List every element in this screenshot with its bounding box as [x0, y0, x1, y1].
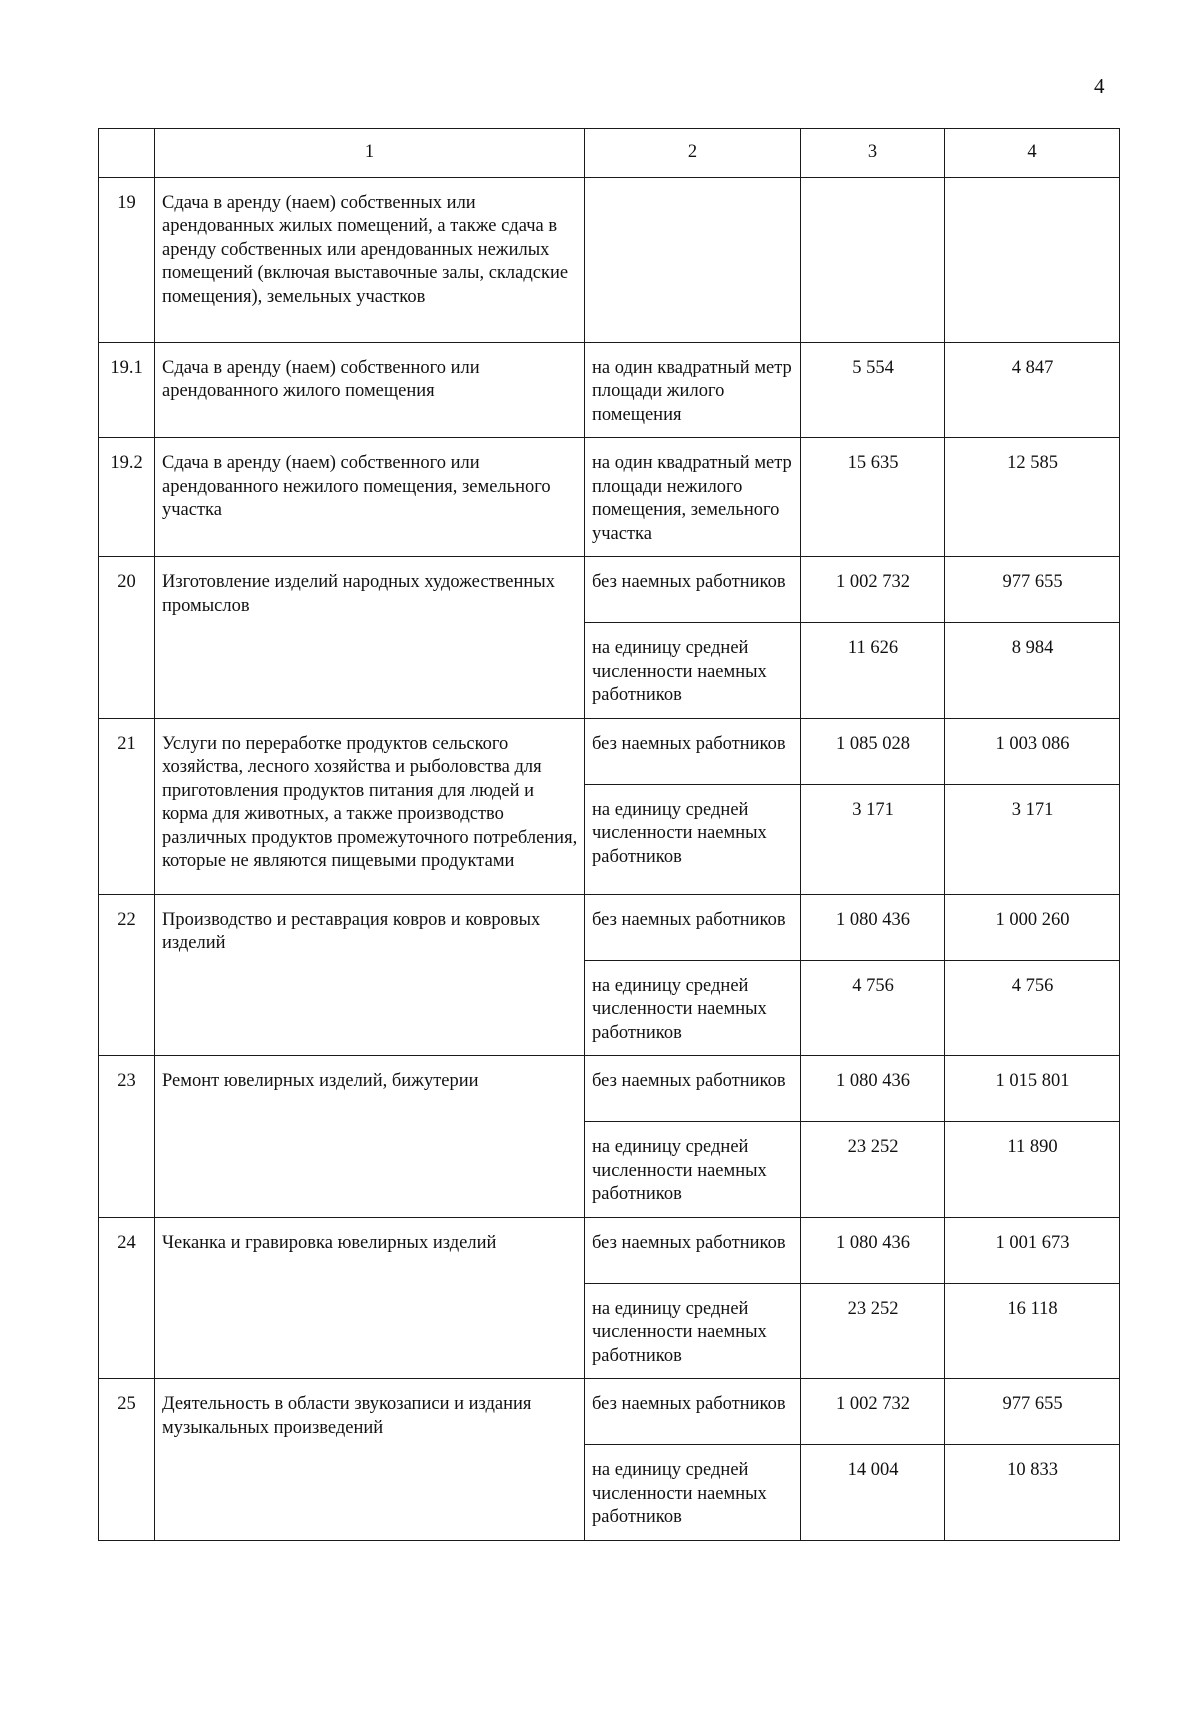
- value-col-3: 1 080 436: [801, 1056, 945, 1122]
- row-number: 23: [99, 1056, 155, 1218]
- activity-description: Ремонт ювелирных изделий, бижутерии: [155, 1056, 585, 1218]
- table-row: [99, 342, 1120, 438]
- value-col-3: 1 085 028: [801, 718, 945, 784]
- table-row: [99, 1217, 1120, 1283]
- activity-description: Услуги по переработке продуктов сельского хозяйства, лесного хозяйства и рыболовства для приготовления продуктов питания для людей и корма для животных, а также производство различных продуктов промежуточного потребления, которые не являются пищевыми продуктами: [155, 718, 585, 894]
- value-col-4: 1 001 673: [945, 1217, 1120, 1283]
- value-col-4: 4 756: [945, 960, 1120, 1056]
- value-col-3: 3 171: [801, 784, 945, 894]
- unit-cell: без наемных работников: [585, 557, 801, 623]
- row-number: 19.2: [99, 438, 155, 557]
- row-number: 19.1: [99, 342, 155, 438]
- value-col-4: 3 171: [945, 784, 1120, 894]
- activity-description: Чеканка и гравировка ювелирных изделий: [155, 1217, 585, 1379]
- value-col-4: 16 118: [945, 1283, 1120, 1379]
- table-row: [99, 1056, 1120, 1122]
- value-col-4: 1 015 801: [945, 1056, 1120, 1122]
- tariff-table: [98, 128, 1120, 1541]
- unit-cell: [585, 177, 801, 342]
- activity-description: Деятельность в области звукозаписи и издания музыкальных произведений: [155, 1379, 585, 1541]
- unit-cell: на единицу средней численности наемных работников: [585, 1283, 801, 1379]
- table-row: [99, 557, 1120, 623]
- value-col-4: 977 655: [945, 1379, 1120, 1445]
- unit-cell: на единицу средней численности наемных работников: [585, 1122, 801, 1218]
- value-col-3: 11 626: [801, 623, 945, 719]
- value-col-4: [945, 177, 1120, 342]
- table-row: [99, 177, 1120, 342]
- page-number: 4: [1094, 74, 1105, 98]
- unit-cell: без наемных работников: [585, 1056, 801, 1122]
- unit-cell: без наемных работников: [585, 718, 801, 784]
- value-col-3: 23 252: [801, 1122, 945, 1218]
- value-col-4: 11 890: [945, 1122, 1120, 1218]
- table-row: [99, 1379, 1120, 1445]
- value-col-3: [801, 177, 945, 342]
- unit-cell: на единицу средней численности наемных работников: [585, 623, 801, 719]
- row-number: 21: [99, 718, 155, 894]
- value-col-3: 23 252: [801, 1283, 945, 1379]
- value-col-3: 5 554: [801, 342, 945, 438]
- row-number: 20: [99, 557, 155, 719]
- value-col-3: 4 756: [801, 960, 945, 1056]
- unit-cell: на единицу средней численности наемных работников: [585, 1445, 801, 1541]
- unit-cell: на единицу средней численности наемных работников: [585, 960, 801, 1056]
- unit-cell: на один квадратный метр площади жилого помещения: [585, 342, 801, 438]
- value-col-4: 977 655: [945, 557, 1120, 623]
- value-col-3: 1 002 732: [801, 1379, 945, 1445]
- unit-cell: на один квадратный метр площади нежилого помещения, земельного участка: [585, 438, 801, 557]
- value-col-3: 1 002 732: [801, 557, 945, 623]
- unit-cell: без наемных работников: [585, 1379, 801, 1445]
- value-col-4: 1 003 086: [945, 718, 1120, 784]
- value-col-4: 12 585: [945, 438, 1120, 557]
- value-col-3: 1 080 436: [801, 894, 945, 960]
- value-col-3: 14 004: [801, 1445, 945, 1541]
- row-number: 24: [99, 1217, 155, 1379]
- row-number: 25: [99, 1379, 155, 1541]
- value-col-4: 4 847: [945, 342, 1120, 438]
- table-row: [99, 438, 1120, 557]
- value-col-4: 8 984: [945, 623, 1120, 719]
- unit-cell: без наемных работников: [585, 1217, 801, 1283]
- row-number: 19: [99, 177, 155, 342]
- column-header-2: 2: [585, 129, 801, 178]
- unit-cell: без наемных работников: [585, 894, 801, 960]
- value-col-4: 10 833: [945, 1445, 1120, 1541]
- activity-description: Сдача в аренду (наем) собственных или арендованных жилых помещений, а также сдача в аренду собственных или арендованных нежилых помещений (включая выставочные залы, складские помещения), земельных участков: [155, 177, 585, 342]
- activity-description: Изготовление изделий народных художественных промыслов: [155, 557, 585, 719]
- table-row: [99, 718, 1120, 784]
- column-header-row: [99, 129, 1120, 178]
- value-col-3: 15 635: [801, 438, 945, 557]
- column-header-1: 1: [155, 129, 585, 178]
- value-col-3: 1 080 436: [801, 1217, 945, 1283]
- activity-description: Сдача в аренду (наем) собственного или арендованного жилого помещения: [155, 342, 585, 438]
- value-col-4: 1 000 260: [945, 894, 1120, 960]
- unit-cell: на единицу средней численности наемных работников: [585, 784, 801, 894]
- row-number: 22: [99, 894, 155, 1056]
- column-header-3: 3: [801, 129, 945, 178]
- table-row: [99, 894, 1120, 960]
- column-header-4: 4: [945, 129, 1120, 178]
- activity-description: Производство и реставрация ковров и ковровых изделий: [155, 894, 585, 1056]
- activity-description: Сдача в аренду (наем) собственного или арендованного нежилого помещения, земельного участка: [155, 438, 585, 557]
- column-header-num: [99, 129, 155, 178]
